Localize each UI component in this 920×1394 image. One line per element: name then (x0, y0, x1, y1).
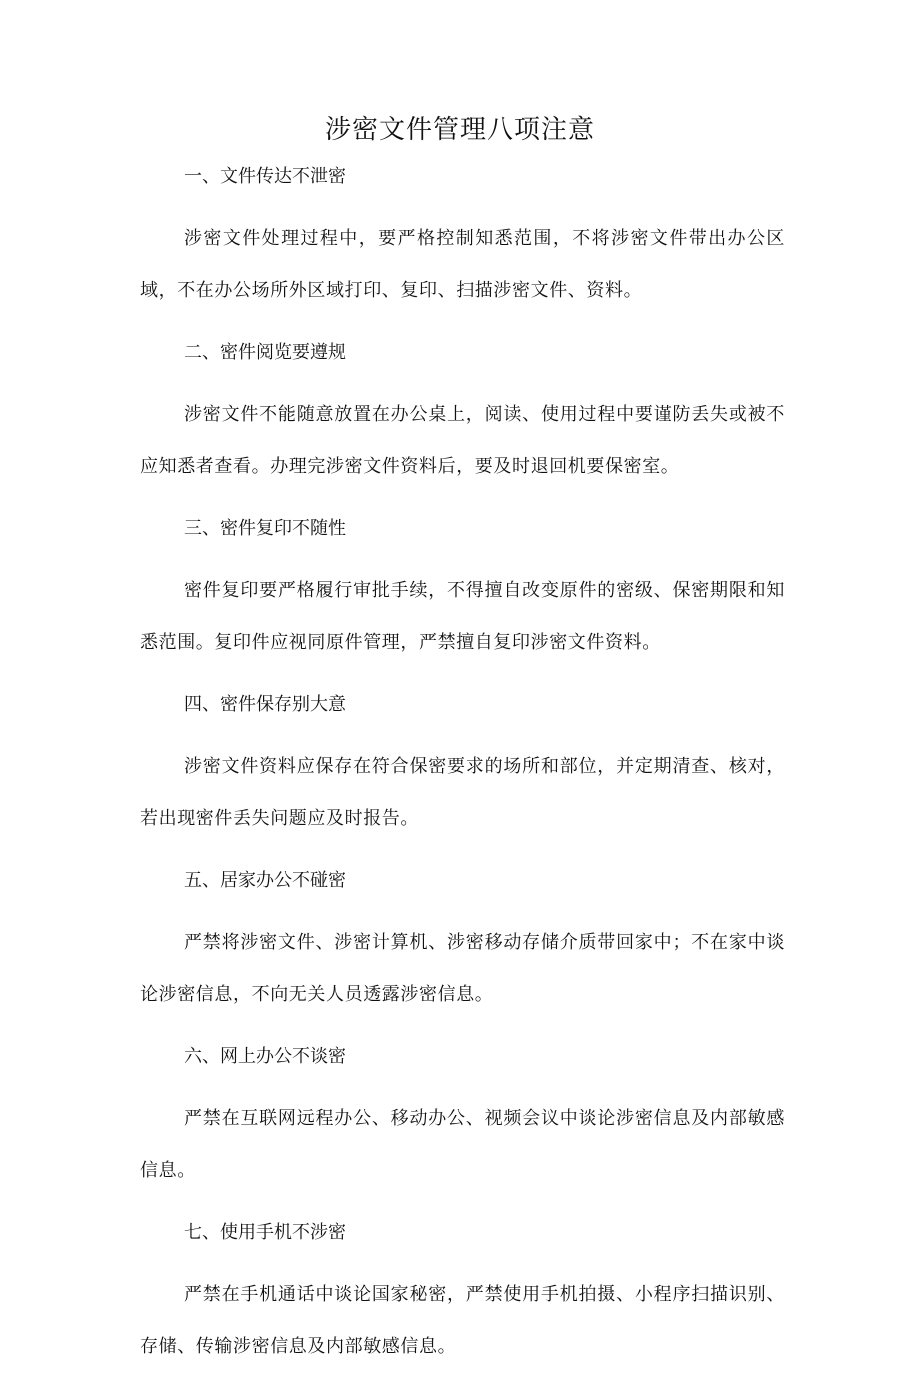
document-sections (140, 162, 785, 1394)
section-2 (140, 338, 785, 493)
section-body: 严禁将涉密文件、涉密计算机、涉密移动存储介质带回家中；不在家中谈论涉密信息，不向无关人员透露涉密信息。 (140, 932, 785, 1005)
section-7 (140, 1218, 785, 1373)
section-5 (140, 866, 785, 1021)
section-heading: 七、使用手机不涉密 (184, 1222, 346, 1243)
section-body: 严禁在手机通话中谈论国家秘密，严禁使用手机拍摄、小程序扫描识别、存储、传输涉密信息及内部敏感信息。 (140, 1284, 785, 1357)
section-1 (140, 162, 785, 317)
section-heading: 一、文件传达不泄密 (184, 166, 346, 187)
document-title: 涉密文件管理八项注意 (324, 115, 595, 145)
section-body: 涉密文件资料应保存在符合保密要求的场所和部位，并定期清查、核对，若出现密件丢失问题应及时报告。 (140, 756, 785, 829)
section-4 (140, 690, 785, 845)
section-6 (140, 1042, 785, 1197)
section-heading: 二、密件阅览要遵规 (184, 342, 346, 363)
section-heading: 三、密件复印不随性 (184, 518, 346, 539)
section-3 (140, 514, 785, 669)
section-heading: 五、居家办公不碰密 (184, 870, 346, 891)
section-heading: 四、密件保存别大意 (184, 694, 346, 715)
section-body: 涉密文件处理过程中，要严格控制知悉范围，不将涉密文件带出办公区域，不在办公场所外区域打印、复印、扫描涉密文件、资料。 (140, 228, 785, 301)
section-body: 涉密文件不能随意放置在办公桌上，阅读、使用过程中要谨防丢失或被不应知悉者查看。办理完涉密文件资料后，要及时退回机要保密室。 (140, 404, 785, 477)
section-body: 严禁在互联网远程办公、移动办公、视频会议中谈论涉密信息及内部敏感信息。 (140, 1108, 785, 1181)
section-body: 密件复印要严格履行审批手续，不得擅自改变原件的密级、保密期限和知悉范围。复印件应视同原件管理，严禁擅自复印涉密文件资料。 (140, 580, 785, 653)
section-heading: 六、网上办公不谈密 (184, 1046, 346, 1067)
